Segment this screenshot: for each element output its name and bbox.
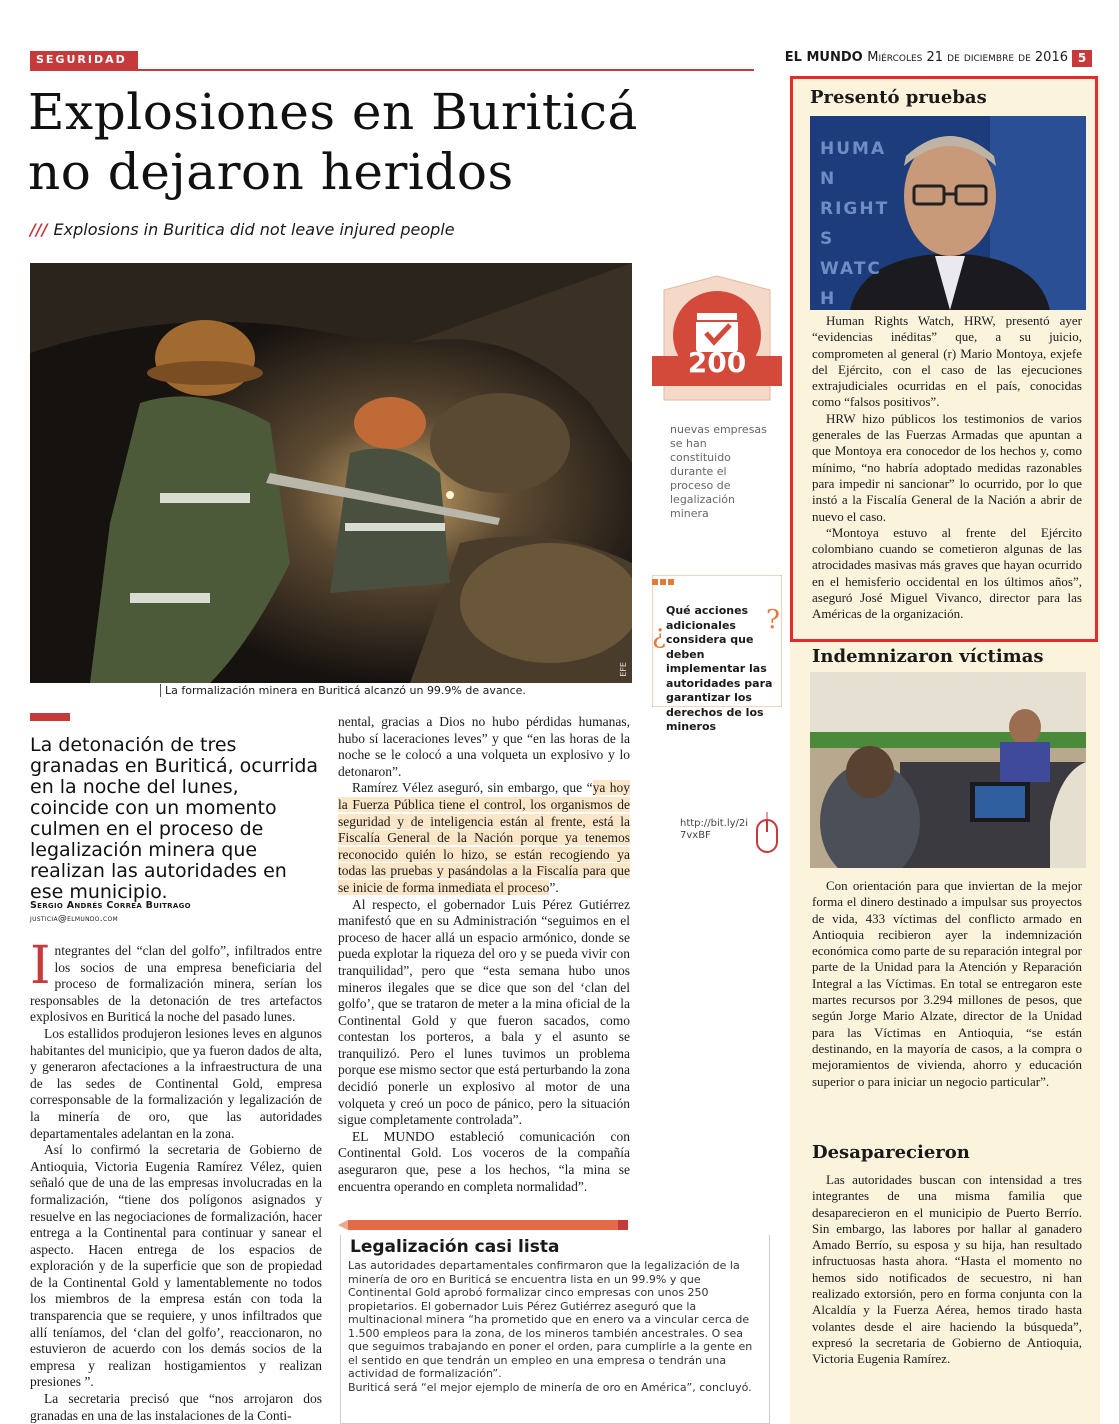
paper-date: Miércoles 21 de diciembre de 2016 (867, 50, 1068, 65)
sidebar-title-desaparecieron: Desaparecieron (812, 1142, 970, 1163)
col1-paragraph-4: La secretaria precisó que “nos arrojaron dos granadas en una de las instalaciones de la Conti- (30, 1391, 322, 1423)
pencil-icon (338, 1219, 628, 1231)
pruebas-paragraph-1: Human Rights Watch, HRW, presentó ayer “evidencias inéditas” que, a su juicio, comprometen al general (r) Mario Montoya, exjefe del Ejército, con el caso de las ejecuciones extrajudiciales ocurridas en el país, conocidas como “falsos positivos”. (812, 313, 1082, 410)
lead-accent-bar (30, 713, 70, 721)
header-rule (30, 69, 754, 71)
subheadline (30, 220, 730, 239)
sidebar-text-indemnizaron (812, 878, 1082, 1090)
pruebas-paragraph-2: HRW hizo públicos los testimonios de varios generales de las Fuerzas Armadas que apuntan a que Montoya era conocedor de los hechos y, como mínimo, “no habría adoptado medidas razonables para impedir ni sancionar” lo ocurrido, por lo que instó a la Fiscalía General de la Nación a abrir de nuevo el caso. (812, 410, 1082, 524)
victims-photo-illustration (810, 672, 1086, 868)
victims-photo (810, 672, 1086, 868)
hrw-backdrop-text: HUMAN RIGHTS WATCH (820, 139, 890, 309)
lead-paragraph: La detonación de tres granadas en Buriticá, ocurrida en la noche del lunes, coincide con un momento culmen en el proceso de legalización minera que realizan las autoridades en ese municipio. (30, 734, 319, 903)
col2-paragraph-3: EL MUNDO estableció comunicación con Continental Gold. Los voceros de la compañía aseguraron que, pese a los hechos, “la mina se encuentra operando en completa normalidad”. (338, 1128, 630, 1194)
mine-photo (30, 263, 632, 683)
col2-paragraph-0: nental, gracias a Dios no hubo pérdidas humanas, hubo sí laceraciones leves” y que “en las horas de la noche se le colocó a una volqueta un explosivo y lo detonaron”. (338, 714, 630, 779)
col2-p1-start: Ramírez Vélez aseguró, sin embargo, que “ (352, 780, 593, 796)
mouse-icon (754, 812, 780, 854)
body-column-1 (30, 936, 322, 1424)
page-number: 5 (1072, 50, 1092, 67)
legalizacion-title: Legalización casi lista (350, 1237, 560, 1257)
photo-credit: EFE (619, 662, 628, 677)
pruebas-paragraph-3: “Montoya estuvo al frente del Ejército colombiano cuando se cometieron algunas de las atrocidades masivas más graves que hayan ocurrido en el hemisferio occidental en los últimos años”, aseguró José Miguel Vivanco, director para las Américas de la organización. (812, 524, 1082, 622)
col1-paragraph-1: ntegrantes del “clan del golfo”, infiltrados entre los socios de una empresa beneficiaria del proceso de formalización minera, serían los responsables de la detonación de tres artefactos explosivos en Buriticá la noche del pasado lunes. (30, 943, 322, 1025)
photo-caption: La formalización minera en Buriticá alcanzó un 99.9% de avance. (160, 684, 635, 697)
infographic-number: 200 (687, 346, 747, 379)
legalizacion-paragraph-2: Buriticá será “el mejor ejemplo de minería de oro en América”, concluyó. (348, 1380, 752, 1394)
byline-email: justicia@elmundo.com (30, 914, 118, 924)
headline-line-2: no dejaron heridos (28, 143, 514, 201)
question-mark-close-icon: ? (766, 605, 780, 635)
highlighted-quote: ya hoy la Fuerza Pública tiene el control, los organismos de seguridad y de inteligencia están al frente, está la Fiscalía General de la Nación porque ya tenemos reconocido quién lo hizo, se están recogiendo ya todas las pruebas y pasándolas a la Fiscalía para que se inicie de forma inmediata el proceso (338, 780, 630, 895)
paper-name: EL MUNDO (784, 50, 863, 65)
legalizacion-text (348, 1259, 758, 1394)
infographic-text: nuevas empresas se han constituido durante el proceso de legalización minera (670, 423, 767, 520)
byline: Sergio Andrés Correa Buitrago (30, 900, 191, 911)
indemnizaron-paragraph-1: Con orientación para que inviertan de la mejor forma el dinero destinado a impulsar sus proyectos de vida, 433 víctimas del conflicto armado en Antioquia recibieron ayer la indemnización económica como parte de su reparación integral por parte de la Unidad para la Atención y Reparación Integral a las Víctimas. En total se entregaron este martes recursos por 3.294 millones de pesos, que según Jorge Mario Alzate, director de la Unidad para las Víctimas en Antioquia, “se están destinando, en la mayoría de casos, a la compra o mejoramientos de vivienda, ahorro y educación superior o para iniciar un negocio particular”. (812, 878, 1082, 1089)
body-column-2 (338, 714, 630, 1195)
annotation-box (790, 76, 1098, 642)
sidebar-title-pruebas: Presentó pruebas (810, 87, 987, 108)
col2-p1-end: ”. (549, 879, 559, 895)
question-mark-open-icon: ¿ (652, 620, 666, 650)
paper-info (768, 50, 1068, 65)
headline (28, 82, 748, 202)
col2-paragraph-2: Al respecto, el gobernador Luis Pérez Gutiérrez manifestó que en su Administración “seguimos en el proceso de hacer allá un espacio armónico, donde se pueda explotar la riqueza del oro y se pueda vivir con tranquilidad”, pero que “esta semana hubo unos mineros ilegales que se dice que son del ‘clan del golfo’, que se trataron de meter a la mina oficial de la Continental Gold y que fueron sacados, como contestan los porteros, a bala y el asunto se tranquilizó. Pero el lunes tuvimos un problema porque ese mismo sector que está perturbando la zona decidió ponerle un explosivo al motor de una volqueta y creó un poco de pánico, pero la situación sigue completamente controlada”. (338, 896, 630, 1128)
sidebar-title-indemnizaron: Indemnizaron víctimas (812, 646, 1044, 667)
drop-cap: I (30, 936, 51, 996)
desaparecieron-paragraph-1: Las autoridades buscan con intensidad a tres integrantes de una misma familia que desaparecieron en el municipio de Puerto Berrío. Sin embargo, las labores por hallar al ganadero Amado Berrío, su esposa y su hija, han resultado infructuosas hasta ahora. “Hasta el momento no hemos sido notificados de secuestro, ni han realizado extorsión, pero en forma conjunta con la Alcaldía y la Fuerza Aérea, hemos tirado hasta volantes desde el aire haciendo la búsqueda”, expresó la secretaria de Gobierno de Antioquia, Victoria Eugenia Ramírez. (812, 1172, 1082, 1367)
question-text: Qué acciones adicionales considera que deben implementar las autoridades para garantizar los derechos de los mineros (666, 604, 773, 733)
col1-paragraph-2: Los estallidos produjeron lesiones leves en algunos habitantes del municipio, que ya fueron dados de alta, y generaron afectaciones a la infraestructura de una de las sedes de Continental Gold, empresa corresponsable de la formalización y legalización de la minería de oro, que las autoridades departamentales adelantan en la zona. (30, 1025, 322, 1141)
mine-photo-illustration (30, 263, 632, 683)
short-link[interactable]: http://bit.ly/2i7vxBF (680, 818, 749, 841)
subhead-slashes: /// (30, 220, 48, 239)
col1-paragraph-3: Así lo confirmó la secretaria de Gobierno de Antioquia, Victoria Eugenia Ramírez Vélez, quien señaló que de una de las empresas involucradas en la formalización, “tiene dos polígonos asignados y resuelve en las negociaciones de formalización, hacer entrega a la Continental para continuar y sanear el aspecto. Hacen entrega de los espacios de exploración y de la superficie que son de propiedad de la Continental Gold y lamentablemente no todos los miembros de la empresa están con toda la transparencia que se requiere, y unos infiltrados que allí teníamos, del ‘clan del golfo’, reaccionaron, no estuvieron de acuerdo con los demás socios de la empresa y realizan hostigamientos y realizan presiones ”. (30, 1142, 322, 1390)
section-tag: SEGURIDAD (30, 51, 138, 69)
legalizacion-paragraph-1: Las autoridades departamentales confirmaron que la legalización de la minería de oro en Buriticá se encuentra lista en un 99.9% y que Continental Gold aprobó formalizar cinco empresas con unos 250 propietarios. El gobernador Luis Pérez Gutiérrez aseguró que la multinacional minera “ha prometido que en enero va a vincular cerca de 1.500 empleos para la zona, de los mineros también ancestrales. O sea que seguimos trabajando en poner el orden, para cumplirle a la gente en el sentido en que tendrán un empleo en una empresa o tendrán una actividad de formalización”. (348, 1259, 753, 1380)
subhead-text: Explosions in Buritica did not leave injured people (53, 220, 455, 239)
sidebar-text-desaparecieron (812, 1172, 1082, 1368)
col2-paragraph-1 (338, 780, 630, 896)
headline-line-1: Explosiones en Buriticá (28, 83, 638, 141)
